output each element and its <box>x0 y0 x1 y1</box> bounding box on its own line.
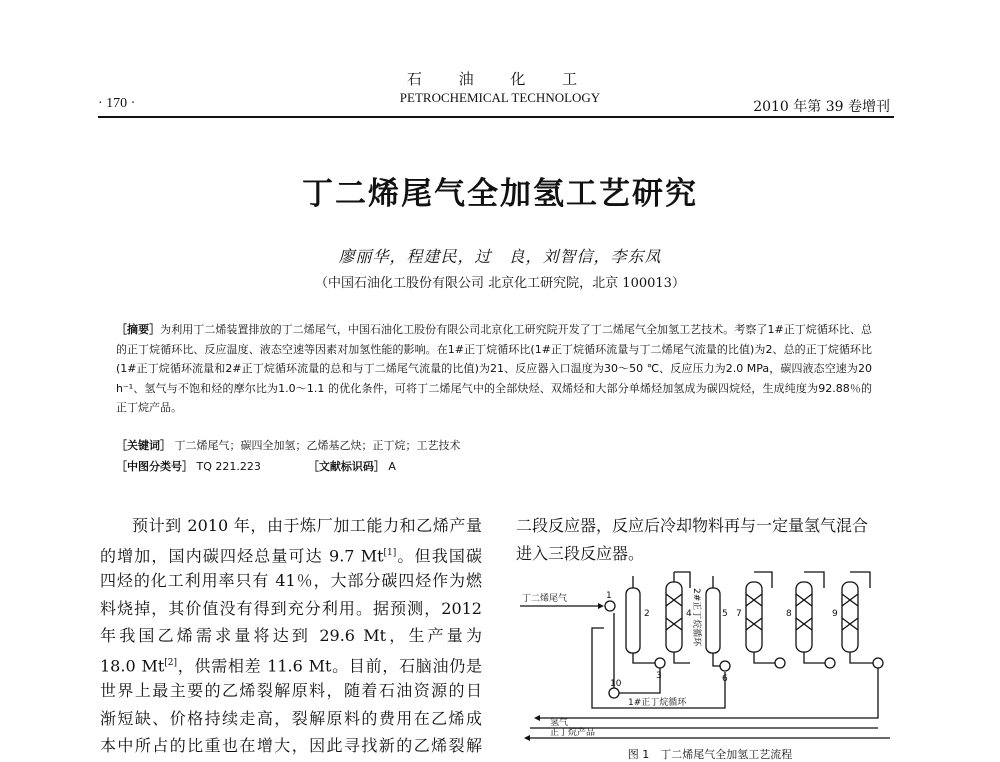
doc-code-label: ［文献标识码］ <box>307 460 385 473</box>
abstract-text: 为利用丁二烯装置排放的丁二烯尾气，中国石油化工股份有限公司北京化工研究院开发了丁二烯尾气全加氢工艺技术。考察了1#正丁烷循环比、总的正丁烷循环比、反应温度、液态空速等因素对加氢性能的影响。在1#正丁烷循环比(1#正丁烷循环流量与丁二烯尾气流量的比值)为2、总的正丁烷循环比(1#正丁烷循环流量和2#正丁烷循环流量的总和与丁二烯尾气流量的比值)为21、反应器入口温度为30～50 ℃、反应压力为2.0 MPa，碳四液态空速为20 h⁻¹、氢气与不饱和烃的摩尔比为1.0～1.1 的优化条件，可将丁二烯尾气中的全部炔烃、双烯烃和大部分单烯烃加氢成为碳四烷烃，生成纯度为92.88％的正丁烷产品。 <box>116 323 872 414</box>
body-right-column <box>516 512 898 567</box>
unit-number: 9 <box>832 609 838 619</box>
paper-authors: 廖丽华，程建民，过 良，刘智信，李东凤 <box>338 247 662 266</box>
body-line: 进入三段反应器。 <box>516 543 645 563</box>
body-line: 的增加，国内碳四烃总量可达 9.7 Mt[1]。但我国碳 <box>100 545 482 565</box>
clc-label: ［中图分类号］ <box>116 460 193 473</box>
citation-1: [1] <box>383 547 397 558</box>
paper-affiliation: （中国石油化工股份有限公司 北京化工研究院，北京 100013） <box>315 276 685 291</box>
classification <box>116 458 396 474</box>
hydrogen-label: 氢气 <box>550 718 569 728</box>
recycle1-label: 1#正丁烷循环 <box>628 698 687 708</box>
unit-number: 6 <box>722 674 728 684</box>
unit-number: 4 <box>686 609 692 619</box>
body-left-column <box>100 512 482 760</box>
body-line: 年我国乙烯需求量将达到 29.6 Mt，生产量为 <box>100 626 482 645</box>
body-line: 料烧掉，其价值没有得到充分利用。据预测，2012 <box>100 598 482 618</box>
feed-label: 丁二烯尾气 <box>522 594 568 604</box>
body-line: 二段反应器，反应后冷却物料再与一定量氢气混合 <box>516 516 869 535</box>
clc-value: TQ 221.223 <box>196 460 261 473</box>
page-number: · 170 · <box>98 96 136 111</box>
body-line: 预计到 2010 年，由于炼厂加工能力和乙烯产量 <box>132 516 482 535</box>
keywords <box>116 437 461 453</box>
header-rule <box>98 116 894 118</box>
process-flow-diagram <box>510 568 900 743</box>
unit-number: 8 <box>786 609 792 619</box>
citation-2: [2] <box>164 657 178 668</box>
body-line: 渐短缺、价格持续走高，裂解原料的费用在乙烯成 <box>100 708 482 728</box>
keywords-label: ［关键词］ <box>116 439 171 452</box>
unit-number: 1 <box>606 591 612 601</box>
keywords-text: 丁二烯尾气；碳四全加氢；乙烯基乙炔；正丁烷；工艺技术 <box>174 439 461 452</box>
body-line: 世界上最主要的乙烯裂解原料，随着石油资源的日 <box>100 681 482 700</box>
body-line: 18.0 Mt[2]，供需相差 11.6 Mt。目前，石脑油仍是 <box>100 655 482 675</box>
issue-info: 2010 年第 39 卷增刊 <box>753 99 890 115</box>
body-line: 本中所占的比重也在增大，因此寻找新的乙烯裂解 <box>100 736 482 755</box>
abstract-label: ［摘要］ <box>116 323 161 336</box>
unit-number: 5 <box>722 609 728 619</box>
unit-number: 7 <box>736 609 742 619</box>
unit-number: 10 <box>610 679 622 689</box>
unit-number: 3 <box>656 671 662 681</box>
body-line: 四烃的化工利用率只有 41％，大部分碳四烃作为燃 <box>100 571 482 590</box>
journal-name-cn: 石 油 化 工 <box>406 70 594 88</box>
recycle2-label: 2#正丁烷循环 <box>691 588 701 647</box>
paper-title: 丁二烯尾气全加氢工艺研究 <box>302 176 698 212</box>
figure-caption: 图 1 丁二烯尾气全加氢工艺流程 <box>627 748 793 761</box>
unit-number: 2 <box>644 609 650 619</box>
journal-name-en: PETROCHEMICAL TECHNOLOGY <box>399 90 601 105</box>
doc-code-value: A <box>388 460 396 473</box>
product-label: 正丁烷产品 <box>550 728 596 738</box>
abstract <box>116 320 872 418</box>
